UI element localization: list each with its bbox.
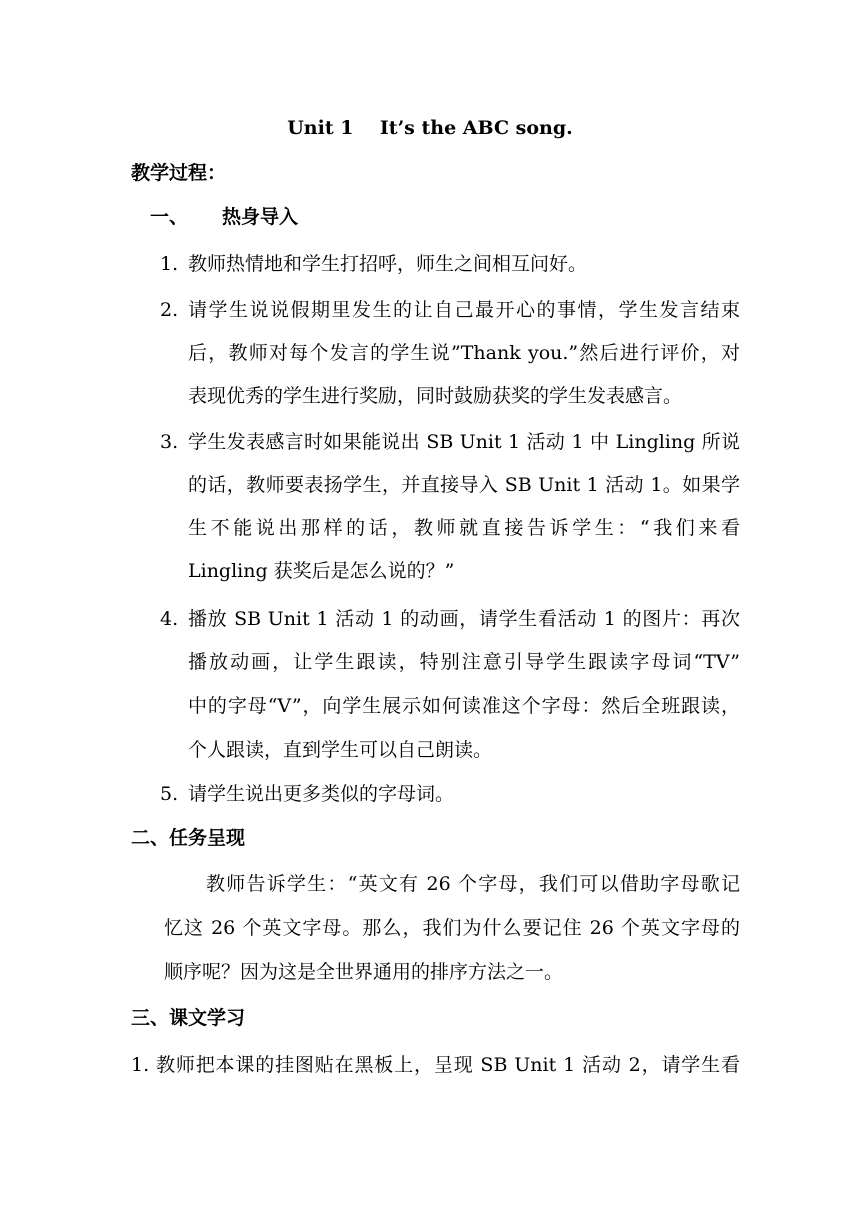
part1-number: 一、: [150, 206, 189, 228]
list-item-line: 个人跟读，直到学生可以自己朗读。: [188, 739, 493, 761]
list-item-line: 中的字母“V”，向学生展示如何读准这个字母：然后全班跟读，: [188, 695, 740, 717]
paragraph-line: 1. 教师把本课的挂图贴在黑板上，呈现 SB Unit 1 活动 2，请学生看: [131, 1054, 740, 1076]
list-item-line: 请学生说出更多类似的字母词。: [188, 783, 455, 805]
list-item-line: 播放 SB Unit 1 活动 1 的动画，请学生看活动 1 的图片：再次: [188, 608, 740, 630]
list-item-number: 1.: [160, 253, 179, 275]
list-item-line: 表现优秀的学生进行奖励，同时鼓励获奖的学生发表感言。: [188, 385, 683, 407]
part1-heading: [150, 203, 298, 231]
list-item-line: 学生发表感言时如果能说出 SB Unit 1 活动 1 中 Lingling 所说: [188, 431, 740, 453]
list-item-line: 播放动画，让学生跟读，特别注意引导学生跟读字母词“TV”: [188, 651, 740, 673]
list-item-number: 4.: [160, 608, 179, 630]
part2-heading: 二、任务呈现: [131, 827, 246, 849]
paragraph-line: 忆这 26 个英文字母。那么，我们为什么要记住 26 个英文字母的: [164, 917, 740, 939]
list-item-number: 3.: [160, 431, 179, 453]
document-title: Unit 1 It’s the ABC song.: [287, 117, 573, 139]
part1-title: 热身导入: [222, 206, 299, 228]
list-item-line: 后，教师对每个发言的学生说”Thank you.”然后进行评价，对: [188, 342, 740, 364]
list-item-line: 教师热情地和学生打招呼，师生之间相互问好。: [188, 253, 588, 275]
paragraph-line: 顺序呢？因为这是全世界通用的排序方法之一。: [164, 961, 564, 983]
list-item-line: 请学生说说假期里发生的让自己最开心的事情，学生发言结束: [188, 299, 740, 321]
list-item-line: Lingling 获奖后是怎么说的？”: [188, 560, 455, 582]
list-item-number: 5.: [160, 783, 179, 805]
paragraph-line: 教师告诉学生：“英文有 26 个字母，我们可以借助字母歌记: [206, 873, 740, 895]
list-item-number: 2.: [160, 299, 179, 321]
list-item-line: 生不能说出那样的话，教师就直接告诉学生：“我们来看: [188, 517, 740, 539]
section-label: 教学过程：: [131, 162, 227, 184]
part3-heading: 三、课文学习: [131, 1007, 246, 1029]
list-item-line: 的话，教师要表扬学生，并直接导入 SB Unit 1 活动 1。如果学: [188, 474, 740, 496]
